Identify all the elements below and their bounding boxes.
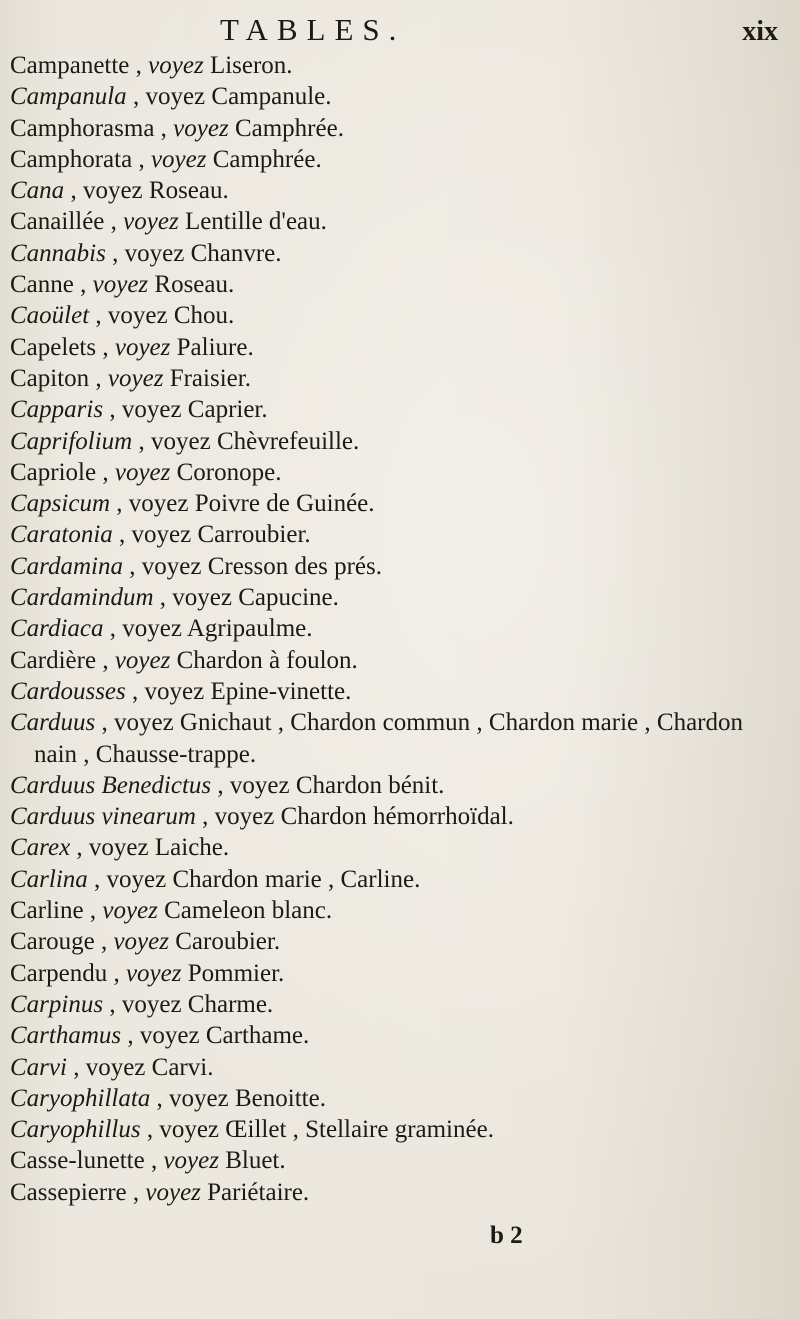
entry-term: Carpinus [10, 990, 104, 1018]
entry-term: Cassepierre [10, 1178, 127, 1206]
entry-target: Coronope. [176, 458, 282, 486]
entry-term: Carlina [10, 865, 88, 893]
index-entry: Capsicum , voyez Poivre de Guinée. [10, 490, 375, 518]
index-entry: Cardamindum , voyez Capucine. [10, 584, 339, 612]
entry-voyez: voyez [113, 709, 174, 737]
entry-target: Cameleon blanc. [164, 897, 333, 925]
entry-voyez: voyez [114, 458, 171, 486]
entry-term: Cardiaca [10, 615, 104, 643]
index-entry: Capriole , voyez Coronope. [10, 458, 282, 486]
entry-voyez: voyez [144, 677, 205, 705]
entry-target: Chèvrefeuille. [216, 427, 360, 455]
entry-voyez: voyez [92, 271, 149, 299]
entry-term: Casse-lunette [10, 1147, 145, 1175]
entry-voyez: voyez [169, 1084, 229, 1112]
entry-voyez: voyez [88, 834, 149, 862]
entry-target: Caroubier. [175, 928, 281, 956]
entry-term: Capparis [10, 396, 104, 424]
entry-term: Capelets [10, 333, 97, 361]
entry-target: Carvi. [151, 1053, 214, 1081]
entry-voyez: voyez [114, 646, 171, 674]
entry-voyez: voyez [125, 959, 182, 987]
entry-target: Pariétaire. [207, 1178, 310, 1206]
entry-term: Capriole [10, 458, 97, 486]
entry-voyez: voyez [173, 114, 229, 142]
page-header [0, 10, 800, 46]
entry-voyez: voyez [172, 584, 232, 612]
entry-voyez: voyez [214, 803, 275, 831]
entry-term: Carvi [10, 1053, 67, 1081]
page-footer [0, 1222, 800, 1252]
index-entry: Camphorata , voyez Camphrée. [10, 145, 322, 173]
entry-voyez: voyez [82, 177, 143, 205]
entry-voyez: voyez [139, 1022, 200, 1050]
index-entry: Campanula , voyez Campanule. [10, 83, 332, 111]
entry-term: Cardousses [10, 677, 126, 705]
entry-term: Campanette [10, 52, 130, 79]
entry-term: Carline [10, 897, 84, 925]
entry-voyez: voyez [151, 427, 211, 455]
entry-term: Canne [10, 271, 74, 299]
entry-term: Carthamus [10, 1022, 122, 1050]
index-entry: Cassepierre , voyez Pariétaire. [10, 1178, 310, 1206]
index-entry: Carthamus , voyez Carthame. [10, 1022, 310, 1050]
index-entry: Cardousses , voyez Epine-vinette. [10, 677, 352, 705]
index-entry: Cardière , voyez Chardon à foulon. [10, 646, 358, 674]
index-entry: Carline , voyez Cameleon blanc. [10, 897, 333, 925]
entry-term: Campanula [10, 83, 127, 111]
index-entry: Capparis , voyez Caprier. [10, 396, 268, 424]
entry-term: Caryophillus [10, 1116, 141, 1144]
entry-voyez: voyez [121, 990, 182, 1018]
index-entry: Caprifolium , voyez Chèvrefeuille. [10, 427, 360, 455]
entry-term: Caprifolium [10, 427, 133, 455]
entry-term: Caoület [10, 302, 90, 330]
entry-target: Fraisier. [169, 364, 251, 392]
entry-target: Camphrée. [212, 145, 322, 173]
entry-term: Capiton [10, 364, 90, 392]
entry-term: Caryophillata [10, 1084, 151, 1112]
entry-target: Bluet. [225, 1147, 286, 1175]
entry-voyez: voyez [131, 521, 192, 549]
entry-voyez: voyez [145, 83, 206, 111]
entry-target: Epine-vinette. [210, 677, 352, 705]
entry-target: Roseau. [154, 271, 235, 299]
entry-voyez: voyez [102, 897, 158, 925]
entry-target: Poivre de Guinée. [194, 490, 375, 518]
entry-target: Campanule. [211, 83, 332, 111]
entry-voyez: voyez [113, 928, 169, 956]
entry-target: Chardon hémorrhoïdal. [280, 803, 514, 831]
entry-term: Camphorata [10, 145, 133, 173]
entry-target: Liseron. [209, 52, 293, 79]
entry-target: Chardon bénit. [295, 771, 445, 799]
index-entry: Caratonia , voyez Carroubier. [10, 521, 311, 549]
index-entry: Cana , voyez Roseau. [10, 177, 229, 205]
index-entry: Caoület , voyez Chou. [10, 302, 235, 330]
entry-target: Chou. [173, 302, 235, 330]
signature-mark: b 2 [490, 1222, 523, 1249]
index-entry: Caryophillata , voyez Benoitte. [10, 1084, 326, 1112]
entry-term: Cardamindum [10, 584, 154, 612]
index-entry: Capelets , voyez Paliure. [10, 333, 254, 361]
entry-target: Chardon à foulon. [176, 646, 358, 674]
index-entry: Carpendu , voyez Pommier. [10, 959, 285, 987]
entry-term: Carduus vinearum [10, 803, 196, 831]
index-entry: Carlina , voyez Chardon marie , Carline. [10, 865, 421, 893]
entry-target: Cresson des prés. [207, 552, 382, 580]
entry-term: Carpendu [10, 959, 108, 987]
index-entry: Caryophillus , voyez Œillet , Stellaire graminée. [10, 1116, 494, 1144]
entry-term: Carouge [10, 928, 95, 956]
entry-voyez: voyez [123, 208, 179, 236]
entry-term: Capsicum [10, 490, 110, 518]
index-entry: Campanette , voyez Liseron. [10, 52, 293, 79]
entry-target: Lentille d'eau. [184, 208, 327, 236]
entry-voyez: voyez [107, 364, 164, 392]
entry-voyez: voyez [145, 1178, 201, 1206]
entry-voyez: voyez [163, 1147, 219, 1175]
entry-voyez: voyez [85, 1053, 146, 1081]
entry-voyez: voyez [141, 552, 202, 580]
entry-target: Charme. [187, 990, 274, 1018]
index-entry: Canaillée , voyez Lentille d'eau. [10, 208, 327, 236]
page-number: xix [742, 16, 778, 47]
entry-target: Agripaulme. [186, 615, 313, 643]
entry-term: Cannabis [10, 239, 106, 267]
index-entry: Carduus , voyez Gnichaut , Chardon commun , Chardon marie , Chardon nain , Chausse-trappe. [10, 709, 743, 768]
index-entry: Capiton , voyez Fraisier. [10, 364, 251, 392]
running-title: TABLES. [220, 12, 406, 47]
entry-term: Caratonia [10, 521, 113, 549]
entry-term: Camphorasma [10, 114, 155, 142]
entry-target: Caprier. [187, 396, 268, 424]
entry-target: Carroubier. [197, 521, 311, 549]
entry-voyez: voyez [121, 396, 182, 424]
entry-voyez: voyez [107, 302, 168, 330]
index-entry: Carpinus , voyez Charme. [10, 990, 274, 1018]
index-entry: Carduus Benedictus , voyez Chardon bénit. [10, 771, 445, 799]
index-entry: Casse-lunette , voyez Bluet. [10, 1147, 286, 1175]
entry-term: Cardière [10, 646, 97, 674]
entry-voyez: voyez [229, 771, 290, 799]
index-entry: Carduus vinearum , voyez Chardon hémorrhoïdal. [10, 803, 514, 831]
index-entry: Carouge , voyez Caroubier. [10, 928, 281, 956]
entry-term: Cana [10, 177, 65, 205]
index-entry: Camphorasma , voyez Camphrée. [10, 114, 344, 142]
entry-voyez: voyez [122, 615, 182, 643]
entry-voyez: voyez [150, 145, 207, 173]
entry-target: Roseau. [148, 177, 229, 205]
index-entry: Carvi , voyez Carvi. [10, 1053, 214, 1081]
entry-target: Paliure. [176, 333, 254, 361]
index-entry: Carex , voyez Laiche. [10, 834, 230, 862]
entry-target: Capucine. [238, 584, 339, 612]
entry-term: Carduus Benedictus [10, 771, 212, 799]
entry-term: Carex [10, 834, 71, 862]
entry-target: Chanvre. [190, 239, 282, 267]
entry-voyez: voyez [159, 1116, 220, 1144]
entry-target: Gnichaut , Chardon commun , Chardon marie , Chardon nain , Chausse-trappe. [34, 709, 743, 768]
entry-term: Carduus [10, 709, 96, 737]
index-entry: Cannabis , voyez Chanvre. [10, 239, 282, 267]
entry-target: Œillet , Stellaire graminée. [225, 1116, 494, 1144]
index-entry: Cardamina , voyez Cresson des prés. [10, 552, 382, 580]
entry-target: Benoitte. [235, 1084, 326, 1112]
index-entry: Canne , voyez Roseau. [10, 271, 235, 299]
entry-voyez: voyez [148, 52, 204, 79]
entry-voyez: voyez [128, 490, 189, 518]
entry-term: Canaillée [10, 208, 105, 236]
entry-target: Camphrée. [234, 114, 344, 142]
entry-term: Cardamina [10, 552, 123, 580]
index-entry: Cardiaca , voyez Agripaulme. [10, 615, 313, 643]
entry-target: Chardon marie , Carline. [172, 865, 421, 893]
entry-target: Pommier. [187, 959, 285, 987]
index-entries [10, 50, 792, 1208]
entry-voyez: voyez [124, 239, 185, 267]
entry-voyez: voyez [106, 865, 167, 893]
entry-target: Carthame. [205, 1022, 310, 1050]
entry-target: Laiche. [154, 834, 230, 862]
entry-voyez: voyez [114, 333, 171, 361]
